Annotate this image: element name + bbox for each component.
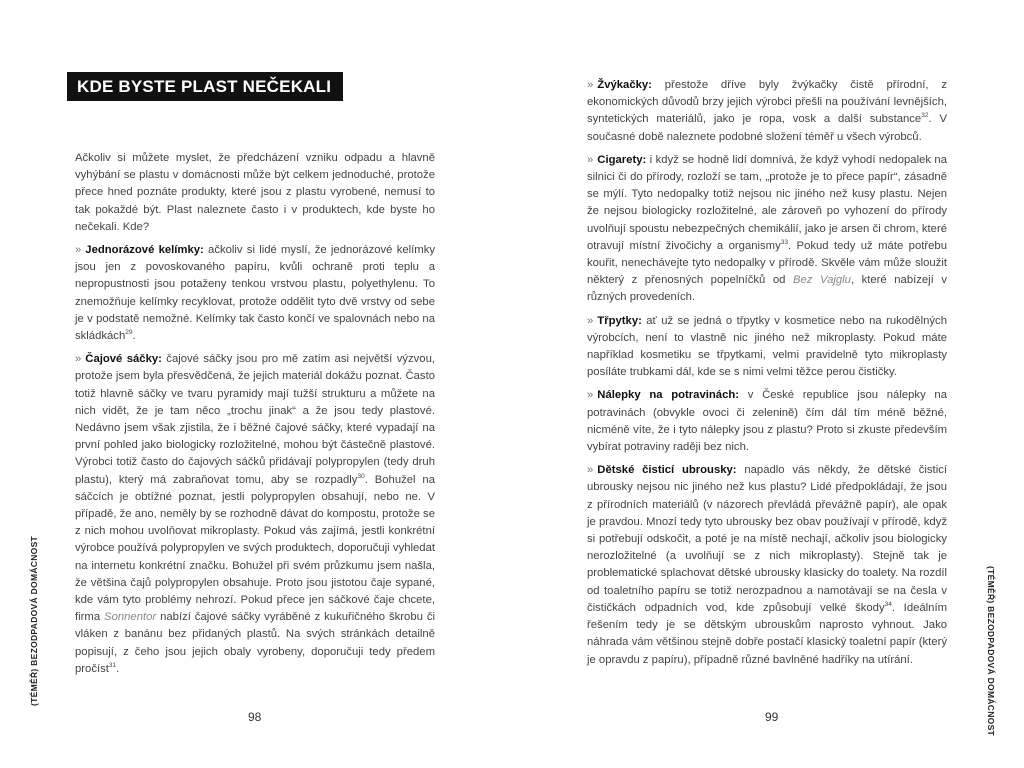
item-term: Cigarety: xyxy=(597,153,647,166)
item-text-end: . xyxy=(116,662,120,675)
item-text: ať už se jedná o třpytky v kosmetice nebo na rukodělných výrobcích, není to vlastně nic jiného než mikroplasty. Pokud máte například kosmetiku se třpytkami, velmi pravidelně tyto mikroplasty posíláte trubkami dál, kde se s nimi velmi těžce perou čističky. xyxy=(587,314,947,379)
bullet-marker: » xyxy=(587,389,594,402)
item-text: i když se hodně lidí domnívá, že když vyhodí nedopalek na silnici či do přírody, rozloží se tam, „protože je to přece papír“, zásadně se mýlí. Tyto nedopalky totiž nejsou nic jiného než kusy plastu. Nejen že nejsou biologicky rozložitelné, ale zároveň po vyhození do přírody uvolňují spoustu nebezpečných chemikálií, jako je arsen či chrom, které otravují místní živočichy a organismy xyxy=(587,153,947,252)
list-item-trpytky xyxy=(587,313,947,382)
item-text: napadlo vás někdy, že dětské čisticí ubrousky nejsou nic jiného než kus plastu? Lidé předpokládají, že jsou z přírodních materiálů (v názorech převládá převážně papír), ale opak je pravdou. Mnozí tedy tyto ubrousky bez obav používají v přírodě, když si potřebují odskočit, a poté je na místě nechají, ačkoliv jsou biologicky nerozložitelné (a uvolňují se z nich mikroplasty). Stejně tak je problematické splachovat dětské ubrousky klasicky do toalety. Na rozdíl od toaletního papíru se totiž nerozpadnou a namotávají se na česla v čističkách odpadních vod, kde způsobují velké škody xyxy=(587,464,947,614)
item-text-continued: . V současné době naleznete podobné složení téměř u všech výrobců. xyxy=(587,113,948,143)
running-side-label: (TÉMĚŘ) BEZODPADOVÁ DOMÁCNOST xyxy=(29,535,39,706)
list-item-cigarety xyxy=(587,152,947,307)
footnote-ref: 30 xyxy=(357,472,365,480)
list-item-jednorazove-kelimky xyxy=(75,242,435,345)
item-text-end: . xyxy=(132,330,136,343)
page-number: 99 xyxy=(765,710,779,724)
item-text: čajové sáčky jsou pro mě zatím asi největší výzvou, protože jsem byla přesvědčená, že jejich materiál dokážu poznat. Často totiž hlavně sáčky ve tvaru pyramidy mají tužší strukturu a můžete na nich vidět, že je tam něco „trochu jinak“ a že jsou tedy plastové. Nedávno jsem však zjistila, že i běžné čajové sáčky, které vypadají na první pohled jako biologicky rozložitelné, mohou být částečně plastové. Výrobci totiž často do čajových sáčků přidávají polypropylen (tedy druh plastu), který má zabraňovat tomu, aby se rozpadly xyxy=(75,353,435,486)
list-item-zvykacky xyxy=(587,77,947,146)
footnote-ref: 34 xyxy=(884,601,892,609)
item-text-end: , které nabízejí v různých provedeních. xyxy=(587,274,947,304)
item-term: Třpytky: xyxy=(597,314,642,327)
right-page xyxy=(512,0,1024,768)
footnote-ref: 33 xyxy=(780,239,788,247)
item-term: Žvýkačky: xyxy=(597,79,652,91)
item-text-continued: nabízí čajové sáčky vyráběné z kukuřičného škrobu či vláken z banánu bez přidaných plastů. Na svých stránkách detailně popisují, z čeho jsou jejich obaly vyrobeny, doporučuji tedy předem pročíst xyxy=(75,611,435,675)
list-item-cajove-sacky xyxy=(75,351,435,678)
footnote-ref: 31 xyxy=(108,662,117,670)
bullet-marker: » xyxy=(75,244,82,257)
item-term: Čajové sáčky: xyxy=(85,353,162,366)
item-text: v České republice jsou nálepky na potravinách (obvykle ovoci či zelenině) čím dál tím méně běžné, nicméně víte, že i tyto nálepky jsou z plastu? Proto si zkuste především vybírat potraviny raději bez nich. xyxy=(587,389,947,454)
list-item-nalepky xyxy=(587,387,947,456)
bullet-marker: » xyxy=(587,79,594,91)
item-term: Jednorázové kelímky: xyxy=(85,244,204,257)
brand-name: Sonnentor xyxy=(104,611,157,624)
running-side-label: (TÉMĚŘ) BEZODPADOVÁ DOMÁCNOST xyxy=(986,566,996,737)
item-text: ačkoliv si lidé myslí, že jednorázové kelímky jsou jen z povoskovaného papíru, kvůli ochraně proti teplu a nepropustnosti jsou potaženy tenkou vrstvou plastu, polyethylenu. To znemožňuje kelímky recyklovat, protože oddělit tyto dvě vrstvy od sebe je v podstatě nemožné. Kelímky tak často končí ve spalovnách nebo na skládkách xyxy=(75,244,435,343)
bullet-marker: » xyxy=(587,153,594,166)
list-item-ubrousky xyxy=(587,462,947,668)
left-page-body xyxy=(75,150,435,684)
item-text-continued: . Ideálním řešením tedy je se dětským ubrouskům naprosto vyhnout. Jako náhrada vám většinou stejně dobře postačí klasický toaletní papír (který je opravdu z papíru), případně různé bavlněné hadříky na utírání. xyxy=(587,601,948,666)
item-text-continued: . Pokud tedy už máte potřebu kouřit, nenechávejte tyto nedopalky v přírodě. Skvěle vám může sloužit některý z přenosných popelníčků od xyxy=(587,239,947,287)
page-number: 98 xyxy=(248,710,262,724)
bullet-marker: » xyxy=(587,464,594,477)
item-term: Dětské čisticí ubrousky: xyxy=(597,464,737,477)
footnote-ref: 32 xyxy=(921,112,929,120)
item-term: Nálepky na potravinách: xyxy=(597,389,740,402)
right-page-body xyxy=(587,77,947,675)
bullet-marker: » xyxy=(75,353,82,366)
item-text-continued: . Bohužel na sáčcích je obtížné poznat, jestli polypropylen obsahují, nebo ne. V případě, že ano, neměly by se rozhodně dávat do kompostu, protože se z nich mohou uvolňovat mikroplasty. Pokud vás zajímá, jestli konkrétní výrobce používá polypropylen ve svých produktech, doporučuji vyhledat na internetu konkrétní značku. Bohužel při svém průzkumu jsem našla, že většina čajů polypropylen obsahuje. Proto jsou jistotou čaje sypané, kde vám tyto problémy nehrozí. Pokud přece jen sáčkové čaje chcete, firma xyxy=(75,473,435,624)
item-text: přestože dříve byly žvýkačky čistě přírodní, z ekonomických důvodů brzy jejich výrobci přešli na používání levnějších, syntetických materiálů, jako je ropa, vosk a další substance xyxy=(587,79,947,126)
section-title: KDE BYSTE PLAST NEČEKALI xyxy=(67,72,343,101)
brand-name: Bez Vajglu xyxy=(792,274,851,287)
intro-paragraph: Ačkoliv si můžete myslet, že předcházení vzniku odpadu a hlavně vyhýbání se plastu v domácnosti může být celkem jednoduché, protože přece hned poznáte produkty, které jsou z plastu vyrobené, nemusí to tak pokaždé být. Plast naleznete často i v produktech, kde byste ho nečekali. Kde? xyxy=(75,152,435,233)
footnote-ref: 29 xyxy=(125,329,133,337)
bullet-marker: » xyxy=(587,314,594,327)
